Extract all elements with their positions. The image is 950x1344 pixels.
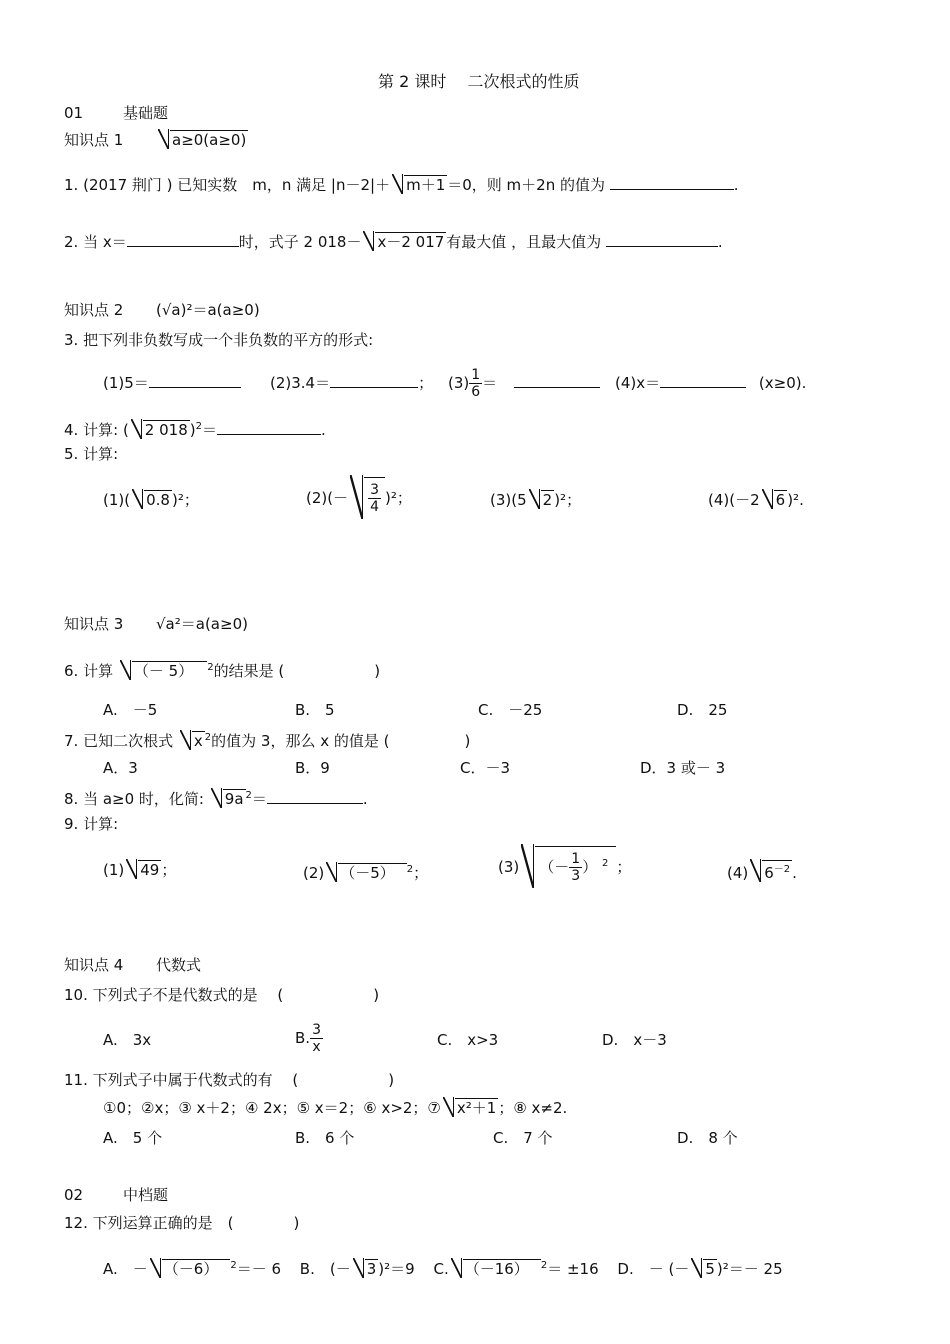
q8-post: ＝ <box>251 790 267 808</box>
option-label: B. (－ <box>299 1260 351 1278</box>
knowledge-point-formula: (√a)²＝a(a≥0) <box>156 301 260 319</box>
section-name: 中档题 <box>123 1186 169 1204</box>
option-d[interactable] <box>617 1260 782 1278</box>
answer-blank[interactable] <box>514 373 600 388</box>
question-text: 计算: <box>83 445 119 463</box>
radicand: 2 <box>542 491 553 509</box>
answer-blank[interactable] <box>149 373 241 388</box>
item-list-end: ；⑧ x≠2. <box>498 1099 568 1117</box>
option-c[interactable]: C. 7 个 <box>493 1129 553 1147</box>
answer-blank[interactable] <box>606 232 718 247</box>
option-a[interactable]: A. －5 <box>103 701 158 719</box>
part-post: . <box>792 864 797 882</box>
question-number: 7. <box>64 732 79 750</box>
fraction <box>569 851 582 884</box>
q12-options <box>103 1256 783 1279</box>
question-text: 把下列非负数写成一个非负数的平方的形式: <box>83 331 374 349</box>
q3-part-1 <box>103 373 241 393</box>
q9-part-4: (4) $6^{-2}$ . <box>727 860 797 883</box>
radicand: 6 <box>764 864 774 882</box>
part-post: ； <box>161 861 177 879</box>
question-number: 3. <box>64 331 79 349</box>
q6-radicand: （－ 5） <box>132 661 207 680</box>
question-number: 5. <box>64 445 79 463</box>
fraction <box>310 1022 323 1055</box>
option-b[interactable]: B. 5 <box>295 701 335 719</box>
question-number: 4. <box>64 421 79 439</box>
option-post: )²＝9 <box>378 1260 415 1278</box>
question-number: 8. <box>64 790 79 808</box>
q2-end: . <box>717 233 723 251</box>
q1-end: . <box>733 176 739 194</box>
q5-part-2 <box>306 476 412 520</box>
part-post: )²； <box>385 489 412 507</box>
question-text: 下列运算正确的是 ( ) <box>92 1214 300 1232</box>
part-label: (4)x＝ <box>615 374 661 392</box>
option-a[interactable]: A. － （－6） $^2$＝－ 6 <box>103 1260 282 1278</box>
option-d[interactable]: D. x－3 <box>602 1031 667 1049</box>
q6-pre: 计算 <box>83 662 114 680</box>
q3-part-3 <box>448 364 600 402</box>
q2-radicand: x－2 017 <box>377 233 445 251</box>
question-number: 6. <box>64 662 79 680</box>
knowledge-point-formula: √a²＝a(a≥0) <box>156 615 248 633</box>
radicand: 5 <box>705 1260 715 1278</box>
part-post: ； <box>616 858 632 876</box>
radicand: x²＋1 <box>456 1099 497 1117</box>
question-text: 计算: <box>83 815 119 833</box>
question-7: 7. 已知二次根式 x $^2$的值为 3，那么 x 的值是 ( ) <box>64 732 471 750</box>
option-a[interactable]: A. 5 个 <box>103 1129 163 1147</box>
numerator: 1 <box>571 851 581 867</box>
question-number: 10. <box>64 986 88 1004</box>
option-b[interactable]: B. 6 个 <box>295 1129 355 1147</box>
part-label: (1)5＝ <box>103 374 149 392</box>
knowledge-point-formula: 代数式 <box>156 956 202 974</box>
question-number: 1. <box>64 176 79 194</box>
part-post: )². <box>787 491 804 509</box>
answer-blank[interactable] <box>330 373 418 388</box>
answer-blank[interactable] <box>127 232 239 247</box>
question-12 <box>64 1213 299 1233</box>
question-10 <box>64 985 379 1005</box>
part-label: (2) <box>303 864 325 882</box>
q7-radicand: x <box>193 732 203 750</box>
q2-pre: 当 x＝ <box>83 233 127 251</box>
part-post: )²； <box>171 491 199 509</box>
option-d[interactable]: D. 25 <box>677 701 728 719</box>
q1-radicand: m＋1 <box>406 176 446 194</box>
knowledge-point-label: 知识点 4 <box>64 956 124 974</box>
knowledge-point-label: 知识点 2 <box>64 301 124 319</box>
part-equals: ＝ <box>482 374 498 392</box>
question-8: 8. 当 a≥0 时，化简: 9a $^2$＝ . <box>64 790 368 808</box>
denominator: 4 <box>370 499 380 515</box>
question-6: 6. 计算 （－ 5） $^2$的结果是 ( ) <box>64 662 381 680</box>
answer-blank[interactable] <box>267 789 363 804</box>
numerator: 3 <box>370 482 380 498</box>
part-end: ； <box>418 374 434 392</box>
option-b[interactable] <box>295 1016 323 1060</box>
q1-post: ＝0，则 m＋2n 的值为 <box>447 176 605 194</box>
q8-radicand: 9a <box>224 790 244 808</box>
radicand: 49 <box>140 861 160 879</box>
q9-part-2: (2) （－5） $^2$； <box>303 864 429 882</box>
option-post: ＝－ 6 <box>236 1260 282 1278</box>
item-list: ①0；②x；③ x＋2；④ 2x；⑤ x＝2；⑥ x>2；⑦ <box>103 1099 441 1117</box>
option-label: A. － <box>103 1260 148 1278</box>
q2-mid: 时，式子 2 018－ <box>238 233 362 251</box>
denominator: x <box>312 1039 321 1055</box>
numerator: 1 <box>471 367 481 383</box>
q2-post: 有最大值 ，且最大值为 <box>446 233 602 251</box>
q5-part-3 <box>490 490 581 510</box>
fraction <box>368 482 381 515</box>
q7-post: 的值为 3，那么 x 的值是 ( ) <box>211 732 471 750</box>
part-label: (4) <box>727 864 749 882</box>
question-9 <box>64 814 118 834</box>
option-c[interactable]: C．－3 <box>460 759 511 777</box>
question-number: 9. <box>64 815 79 833</box>
option-b[interactable]: B．9 <box>295 759 330 777</box>
q4-equals: ＝ <box>201 421 217 439</box>
radicand: 0.8 <box>146 491 170 509</box>
part-post: )²； <box>554 491 582 509</box>
part-post: ； <box>413 864 429 882</box>
section-name: 基础题 <box>123 104 169 122</box>
radicand: （－6） <box>162 1259 231 1278</box>
numerator: 3 <box>312 1022 321 1038</box>
question-text: 下列式子中属于代数式的有 ( ) <box>92 1071 395 1089</box>
q9-part-3: (3) （－ $\frac{1}{3}$ ） $^2$ ； <box>498 845 631 889</box>
q5-part-1 <box>103 490 199 510</box>
q5-part-4 <box>708 490 804 510</box>
q4-end: . <box>321 421 326 439</box>
option-d[interactable]: D. 8 个 <box>677 1129 738 1147</box>
answer-blank[interactable] <box>660 373 746 388</box>
q9-part-1 <box>103 860 176 880</box>
radicand: （－16） <box>463 1259 541 1278</box>
section-number: 01 <box>64 104 84 122</box>
question-3 <box>64 330 373 350</box>
q8-pre: 当 a≥0 时，化简: <box>83 790 204 808</box>
part-label: (4)(－2 <box>708 491 760 509</box>
q6-post: 的结果是 ( ) <box>213 662 381 680</box>
part-label: (1) <box>103 861 125 879</box>
part-label: (2)(－ <box>306 489 349 507</box>
q8-end: . <box>362 790 368 808</box>
question-text: 下列式子不是代数式的是 ( ) <box>92 986 380 1004</box>
q1-pre: (2017 荆门 ) 已知实数 m，n 满足 |n－2|＋ <box>83 176 391 194</box>
question-number: 2. <box>64 233 79 251</box>
option-c[interactable]: C. x>3 <box>437 1031 499 1049</box>
part-label: (3) <box>448 374 470 392</box>
option-d[interactable]: D．3 或－ 3 <box>640 759 726 777</box>
option-post: ＝ ±16 <box>547 1260 599 1278</box>
answer-blank[interactable] <box>217 420 321 435</box>
question-text: 计算: <box>83 421 119 439</box>
question-number: 12. <box>64 1214 88 1232</box>
option-post: )²＝－ 25 <box>716 1260 783 1278</box>
part-label: (3)(5 <box>490 491 527 509</box>
part-condition: (x≥0). <box>758 374 807 392</box>
part-label: (3) <box>498 858 520 876</box>
part-label: (2)3.4＝ <box>270 374 331 392</box>
option-b[interactable] <box>300 1260 415 1278</box>
knowledge-point-formula <box>156 130 248 150</box>
question-1 <box>64 175 739 195</box>
option-a[interactable]: A. 3x <box>103 1031 152 1049</box>
q7-pre: 已知二次根式 <box>83 732 174 750</box>
question-5 <box>64 444 118 464</box>
radicand: 3 <box>366 1260 377 1278</box>
question-number: 11. <box>64 1071 88 1089</box>
option-c[interactable]: C. －25 <box>478 701 543 719</box>
option-c[interactable]: C. （－16） $^2$＝ ±16 <box>433 1260 599 1278</box>
answer-blank[interactable] <box>610 175 734 190</box>
question-2 <box>64 232 723 252</box>
knowledge-point-label: 知识点 1 <box>64 131 124 149</box>
section-number: 02 <box>64 1186 84 1204</box>
denominator: 6 <box>471 384 481 400</box>
knowledge-point-label: 知识点 3 <box>64 615 124 633</box>
q3-part-2 <box>270 373 433 393</box>
radicand: 6 <box>775 491 786 509</box>
q11-items <box>103 1098 567 1118</box>
denominator: 3 <box>571 868 581 884</box>
option-label: C. <box>433 1260 449 1278</box>
q3-part-4 <box>615 373 806 393</box>
kp1-formula-text: a≥0(a≥0) <box>172 131 247 149</box>
option-label: B. <box>295 1029 311 1047</box>
option-a[interactable]: A．3 <box>103 759 138 777</box>
page-title: 第 2 课时 二次根式的性质 <box>378 72 580 91</box>
question-11 <box>64 1070 394 1090</box>
option-label: D. － (－ <box>617 1260 690 1278</box>
part-label: (1)( <box>103 491 131 509</box>
fraction <box>469 367 482 400</box>
q4-radicand: 2 018 <box>144 421 188 439</box>
question-4: 4. 计算: ( 2 018 )$^2$＝ . <box>64 421 326 439</box>
radicand: （－5） <box>338 863 407 882</box>
